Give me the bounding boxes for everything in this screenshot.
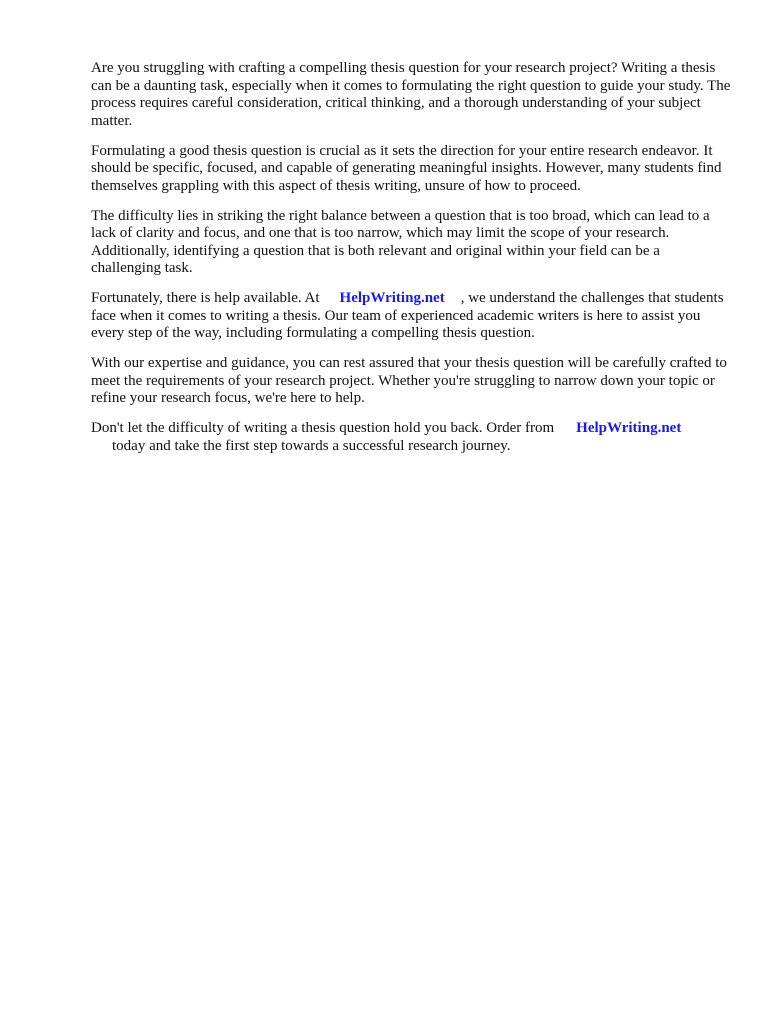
document-page <box>91 60 731 468</box>
paragraph-intro: Are you struggling with crafting a compelling thesis question for your research project? Writing a thesis can be a daunting task, especially when it comes to formulating the right question to guide your study. The process requires careful consideration, critical thinking, and a thorough understanding of your subject matter. <box>91 60 731 129</box>
closing-text-after: today and take the first step towards a successful research journey. <box>112 437 511 454</box>
helpwriting-link-inline[interactable]: HelpWriting.net <box>339 290 445 306</box>
help-text-after: , we understand the challenges that students face when it comes to writing a thesis. Our team of experienced academic writers is here to assist you every step of the way, including formulating a compelling thesis question. <box>91 290 724 341</box>
paragraph-expertise: With our expertise and guidance, you can rest assured that your thesis question will be carefully crafted to meet the requirements of your research project. Whether you're struggling to narrow down your topic or refine your research focus, we're here to help. <box>91 355 727 406</box>
paragraph-closing <box>91 420 731 455</box>
paragraph-importance: Formulating a good thesis question is crucial as it sets the direction for your entire research endeavor. It should be specific, focused, and capable of generating meaningful insights. However, many students find themselves grappling with this aspect of thesis writing, unsure of how to proceed. <box>91 142 722 194</box>
closing-text-before: Don't let the difficulty of writing a thesis question hold you back. Order from <box>91 420 555 436</box>
help-text-before: Fortunately, there is help available. At <box>91 290 320 306</box>
helpwriting-link-closing[interactable]: HelpWriting.net <box>576 420 682 436</box>
paragraph-difficulty: The difficulty lies in striking the right balance between a question that is too broad, which can lead to a lack of clarity and focus, and one that is too narrow, which may limit the scope of your research. Additionally, identifying a question that is both relevant and original within your field can be a challenging task. <box>91 207 710 276</box>
paragraph-help <box>91 290 731 343</box>
